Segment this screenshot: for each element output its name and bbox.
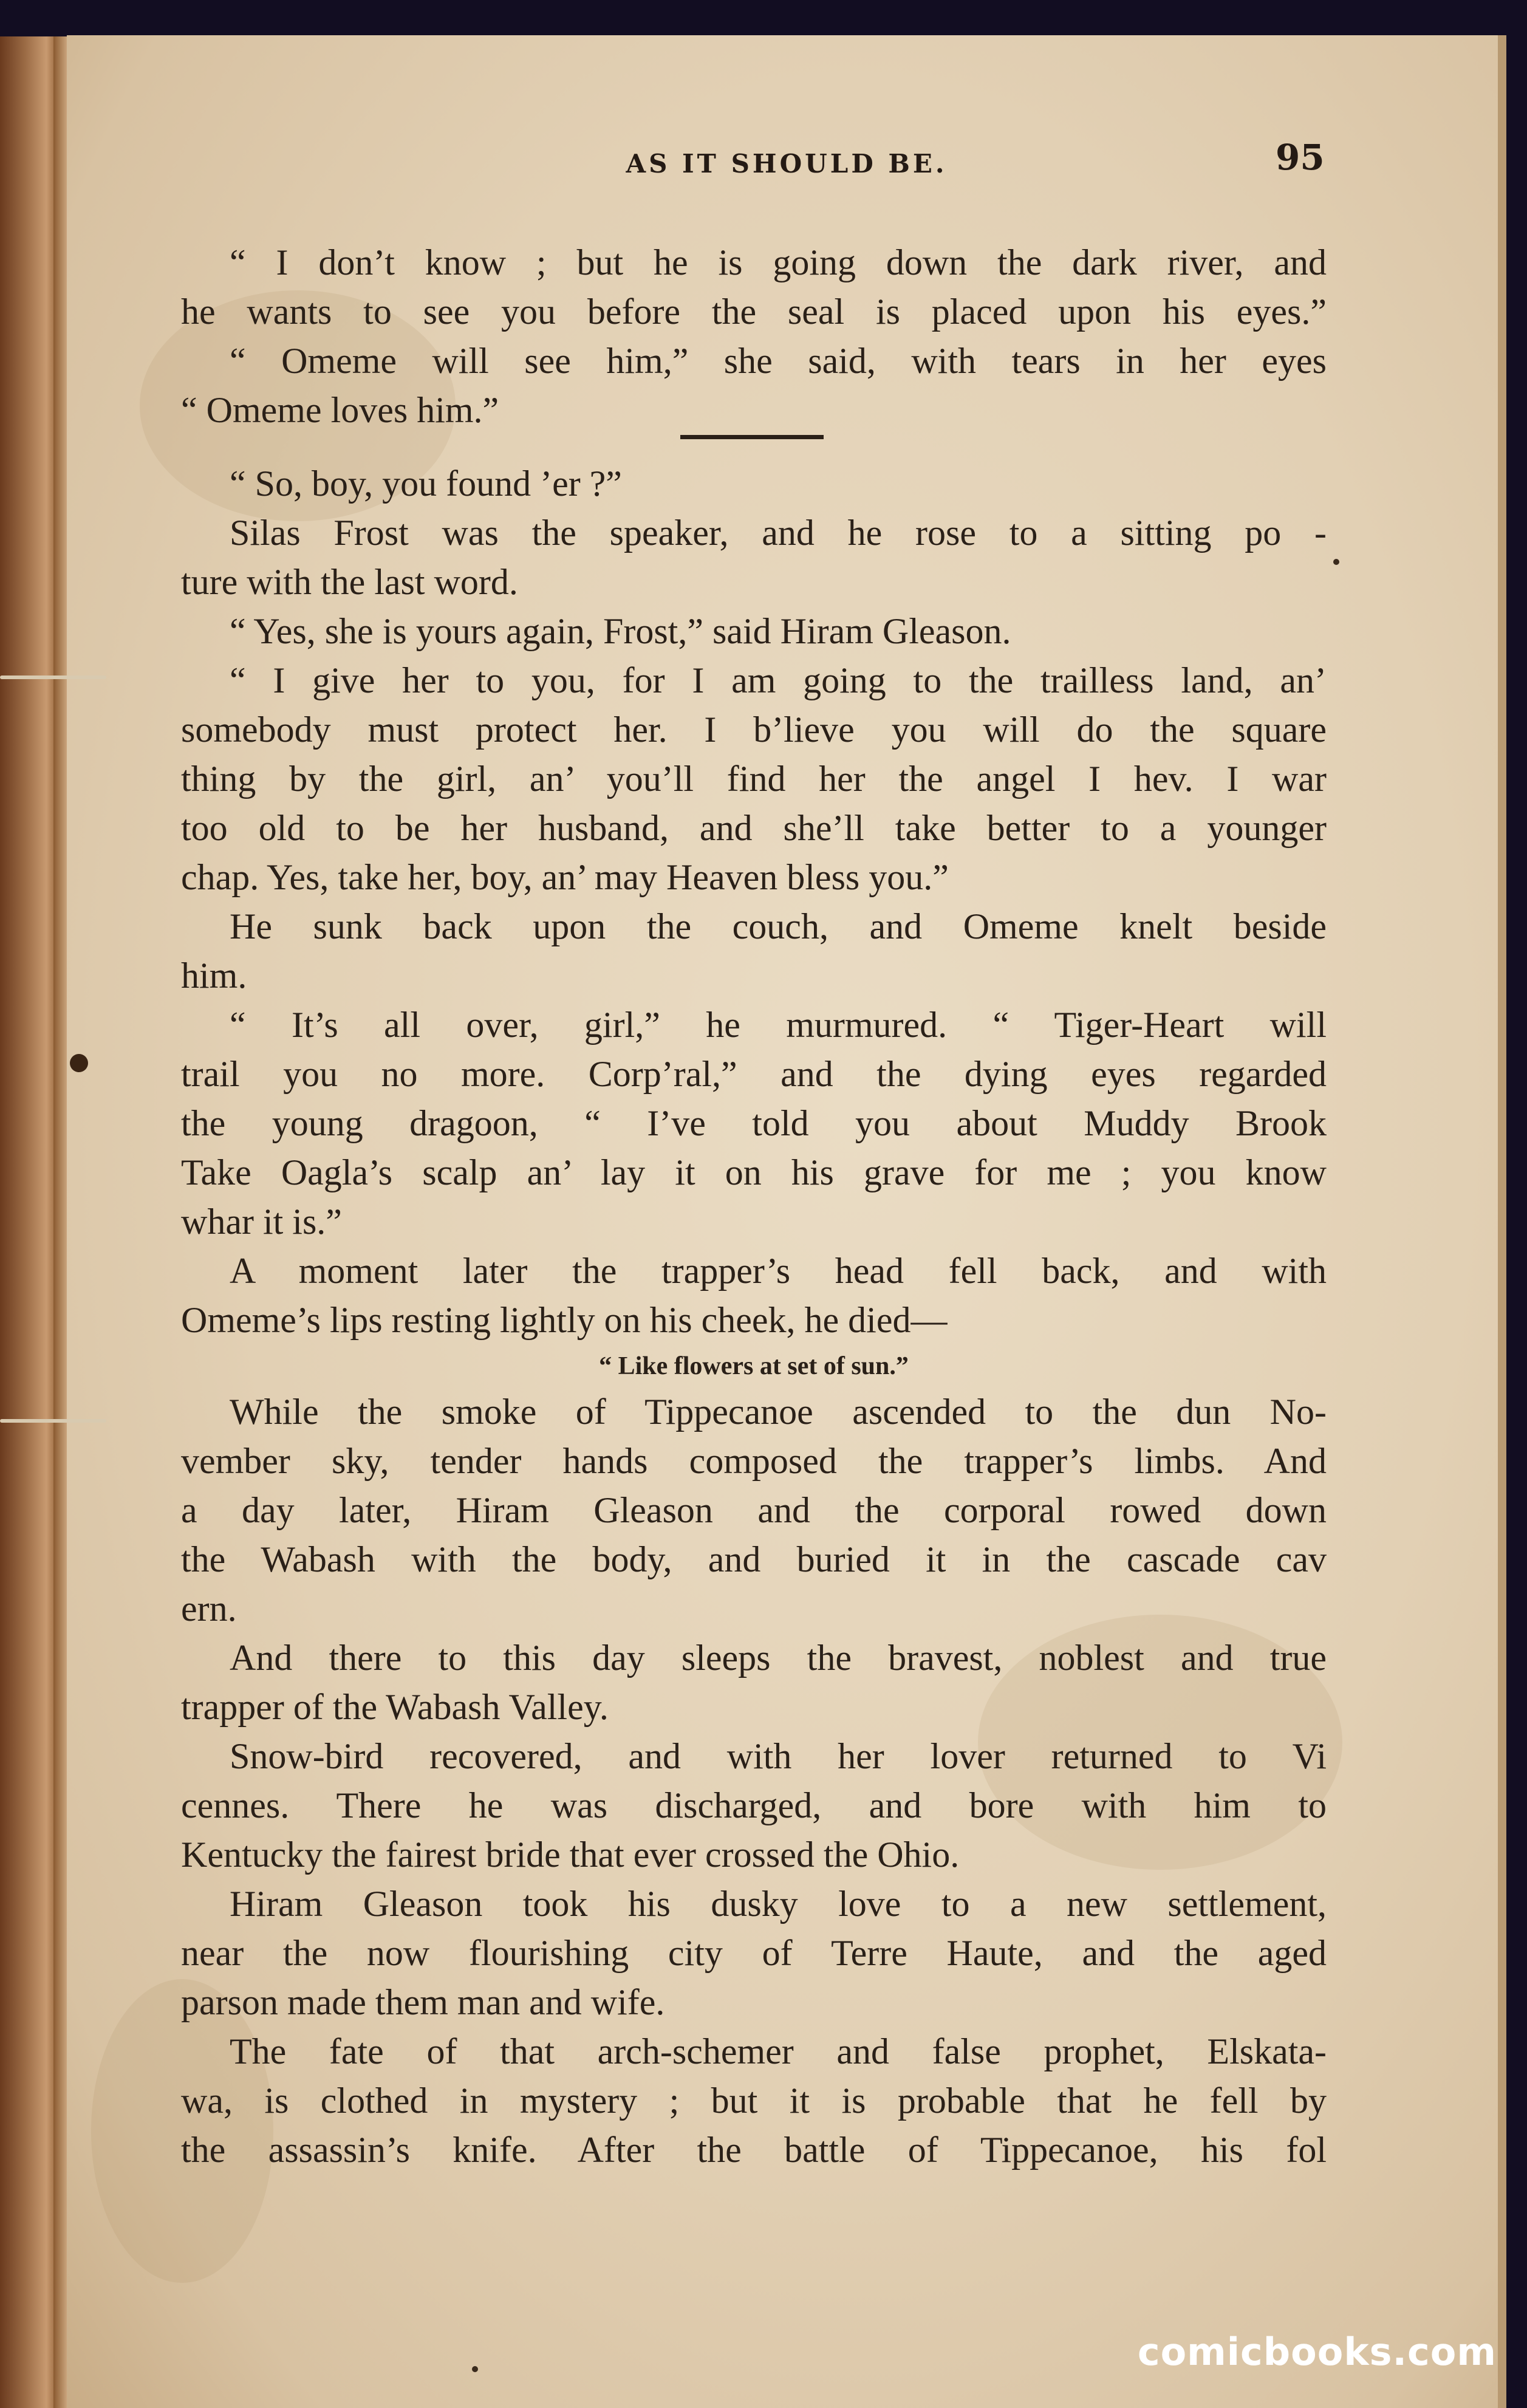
divider-rule bbox=[680, 435, 824, 439]
text-line: “ I give her to you, for I am going to the trailless land, an’ bbox=[230, 660, 1327, 700]
text-line: thing by the girl, an’ you’ll find her the angel I hev. I war bbox=[181, 759, 1327, 799]
watermark: comicbooks.com bbox=[1137, 2330, 1497, 2374]
text-line: Kentucky the fairest bride that ever crossed the Ohio. bbox=[181, 1835, 960, 1875]
facing-page-edge bbox=[0, 36, 55, 2408]
text-line: Snow-bird recovered, and with her lover returned to Vi bbox=[230, 1736, 1327, 1776]
text-line: Omeme’s lips resting lightly on his cheek, he died— bbox=[181, 1300, 948, 1340]
text-line: He sunk back upon the couch, and Omeme knelt beside bbox=[230, 906, 1327, 946]
page-number: 95 bbox=[1276, 137, 1325, 178]
text-line: Silas Frost was the speaker, and he rose to a sitting po - bbox=[230, 513, 1327, 553]
text-line: “ So, boy, you found ’er ?” bbox=[230, 463, 622, 504]
text-line: cennes. There he was discharged, and bore with him to bbox=[181, 1785, 1327, 1825]
text-line: Hiram Gleason took his dusky love to a new settlement, bbox=[230, 1884, 1327, 1924]
text-line: Take Oagla’s scalp an’ lay it on his grave for me ; you know bbox=[181, 1152, 1327, 1192]
text-line: “ Omeme will see him,” she said, with tears in her eyes bbox=[230, 341, 1327, 381]
text-line: trapper of the Wabash Valley. bbox=[181, 1687, 609, 1727]
text-line: While the smoke of Tippecanoe ascended to the dun No- bbox=[230, 1392, 1327, 1432]
text-line: trail you no more. Corp’ral,” and the dying eyes regarded bbox=[181, 1054, 1327, 1094]
binding-hole bbox=[70, 1054, 88, 1072]
text-line: “ Yes, she is yours again, Frost,” said Hiram Gleason. bbox=[230, 611, 1011, 651]
text-line: him. bbox=[181, 956, 247, 996]
text-line: “ I don’t know ; but he is going down the dark river, and bbox=[230, 242, 1327, 282]
text-line: a day later, Hiram Gleason and the corporal rowed down bbox=[181, 1490, 1327, 1530]
text-line: too old to be her husband, and she’ll take better to a younger bbox=[181, 808, 1327, 848]
text-line: wa, is clothed in mystery ; but it is probable that he fell by bbox=[181, 2081, 1327, 2121]
text-line: the Wabash with the body, and buried it in the cascade cav bbox=[181, 1539, 1327, 1579]
text-line: A moment later the trapper’s head fell back, and with bbox=[230, 1251, 1327, 1291]
speck bbox=[472, 2366, 478, 2372]
text-line: ture with the last word. bbox=[181, 562, 518, 602]
epigraph-line: “ Like flowers at set of sun.” bbox=[599, 1352, 909, 1380]
running-title: AS IT SHOULD BE. bbox=[626, 149, 948, 179]
text-line: “ It’s all over, girl,” he murmured. “ Tiger-Heart will bbox=[230, 1005, 1327, 1045]
text-line: near the now flourishing city of Terre Haute, and the aged bbox=[181, 1933, 1327, 1973]
binding-thread bbox=[0, 676, 106, 679]
text-line: the assassin’s knife. After the battle of Tippecanoe, his fol bbox=[181, 2130, 1327, 2170]
text-line: he wants to see you before the seal is placed upon his eyes.” bbox=[181, 292, 1327, 332]
text-line: parson made them man and wife. bbox=[181, 1982, 665, 2022]
text-line: “ Omeme loves him.” bbox=[181, 390, 499, 430]
text-line: ern. bbox=[181, 1589, 237, 1629]
text-line: The fate of that arch-schemer and false prophet, Elskata- bbox=[230, 2031, 1327, 2071]
binding-thread bbox=[0, 1419, 106, 1423]
text-line: And there to this day sleeps the bravest, noblest and true bbox=[230, 1638, 1327, 1678]
speck bbox=[1333, 559, 1339, 565]
text-line: chap. Yes, take her, boy, an’ may Heaven bless you.” bbox=[181, 857, 949, 897]
section-divider bbox=[181, 435, 1327, 459]
body-text bbox=[181, 238, 1327, 2175]
text-line: whar it is.” bbox=[181, 1202, 342, 1242]
text-line: somebody must protect her. I b’lieve you will do the square bbox=[181, 710, 1327, 750]
text-line: the young dragoon, “ I’ve told you about Muddy Brook bbox=[181, 1103, 1327, 1143]
text-line: vember sky, tender hands composed the trapper’s limbs. And bbox=[181, 1441, 1327, 1481]
